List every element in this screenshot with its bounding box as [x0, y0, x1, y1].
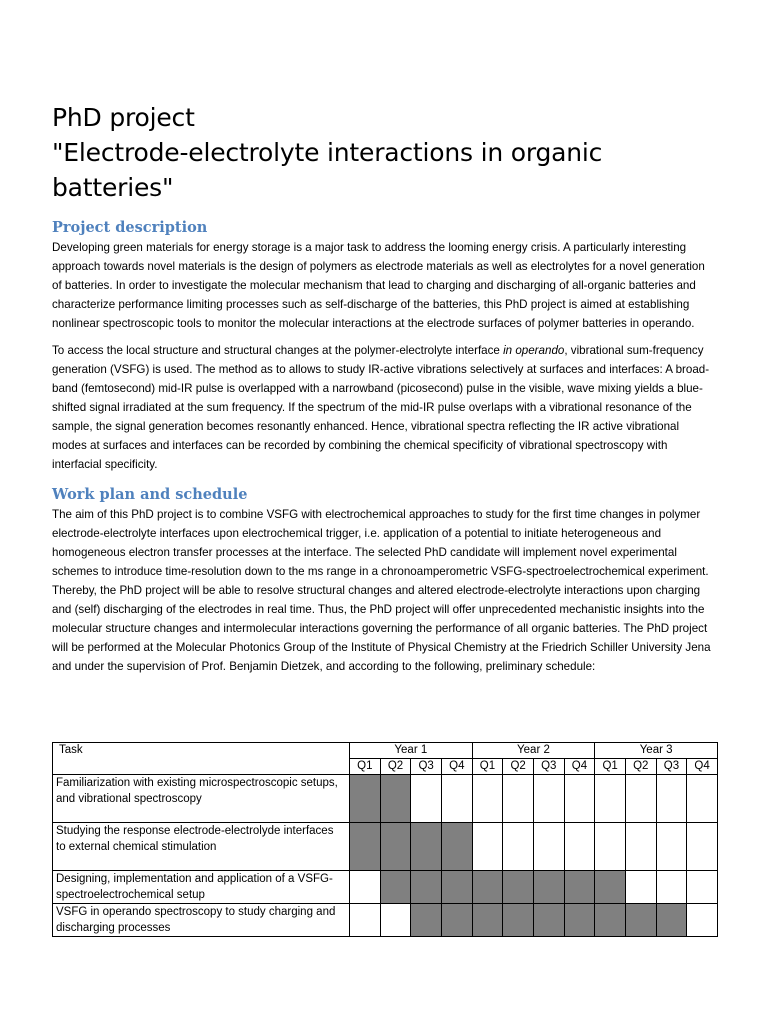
description-italic: in operando: [503, 344, 565, 357]
quarter-header: Q1: [350, 759, 381, 775]
task-header: Task: [53, 743, 350, 775]
section-heading-workplan: Work plan and schedule: [52, 486, 248, 503]
quarter-header: Q2: [503, 759, 534, 775]
schedule-cell-active: [656, 904, 687, 937]
workplan-lead: The aim of this PhD project: [52, 508, 192, 521]
schedule-cell-empty: [595, 823, 626, 871]
task-cell: VSFG in operando spectroscopy to study charging and discharging processes: [53, 904, 350, 937]
schedule-cell-empty: [533, 775, 564, 823]
schedule-cell-active: [503, 871, 534, 904]
schedule-cell-active: [564, 904, 595, 937]
year-header: Year 3: [595, 743, 718, 759]
schedule-cell-empty: [564, 823, 595, 871]
schedule-cell-empty: [656, 823, 687, 871]
schedule-cell-empty: [564, 775, 595, 823]
task-cell: Familiarization with existing microspectroscopic setups, and vibrational spectroscopy: [53, 775, 350, 823]
schedule-cell-active: [595, 904, 626, 937]
schedule-cell-active: [503, 904, 534, 937]
description-text-a: To access the local structure and structural changes at the polymer-electrolyte interface: [52, 344, 504, 357]
quarter-header: Q1: [472, 759, 503, 775]
quarter-header: Q3: [656, 759, 687, 775]
schedule-cell-empty: [380, 904, 411, 937]
schedule-cell-empty: [687, 904, 718, 937]
schedule-cell-empty: [441, 775, 472, 823]
schedule-cell-active: [533, 904, 564, 937]
document-page: [52, 100, 716, 676]
schedule-cell-active: [380, 775, 411, 823]
schedule-cell-empty: [350, 904, 381, 937]
schedule-row: [53, 775, 718, 823]
schedule-cell-empty: [533, 823, 564, 871]
schedule-table: [52, 742, 718, 937]
schedule-cell-empty: [687, 775, 718, 823]
schedule-header-row: [53, 743, 718, 759]
schedule-cell-empty: [503, 823, 534, 871]
schedule-cell-empty: [625, 823, 656, 871]
schedule-cell-active: [350, 823, 381, 871]
description-text-b: , vibrational sum-frequency generation (VSFG) is used. The method as to allows to study IR-active vibrations selectively at surfaces and interfaces: A broad-band (femtosecond) mid-IR pulse is overlapped with a narrowband (picosecond) pulse in the visible, wave mixing yields a blue-shifted signal irradiated at the sum frequency. If the spectrum of the mid-IR pulse overlaps with a vibrational resonance of the sample, the signal generation becomes resonantly enhanced. Hence, vibrational spectra reflecting the IR active vibrational modes at surfaces and interfaces can be recorded by combining the chemical specificity of vibrational spectroscopy with interfacial specificity.: [52, 344, 710, 471]
year-header: Year 2: [472, 743, 595, 759]
schedule-cell-empty: [687, 823, 718, 871]
schedule-cell-empty: [503, 775, 534, 823]
quarter-header: Q2: [625, 759, 656, 775]
schedule-cell-active: [472, 871, 503, 904]
schedule-cell-active: [441, 823, 472, 871]
schedule-cell-active: [564, 871, 595, 904]
description-paragraph-2: [52, 341, 716, 474]
schedule-cell-empty: [687, 871, 718, 904]
page-title: [52, 100, 716, 205]
title-line-1: PhD project: [52, 103, 195, 132]
schedule-cell-empty: [656, 871, 687, 904]
schedule-row: [53, 904, 718, 937]
quarter-header: Q3: [411, 759, 442, 775]
schedule-cell-active: [533, 871, 564, 904]
schedule-cell-active: [380, 871, 411, 904]
quarter-header: Q4: [564, 759, 595, 775]
schedule-cell-empty: [350, 871, 381, 904]
schedule-cell-active: [411, 823, 442, 871]
schedule-cell-active: [350, 775, 381, 823]
description-text: A particularly interesting approach towards novel materials is the design of polymers as electrode materials as well as electrolytes for a novel generation of batteries. In order to investigate the molecular mechanism that lead to charging and discharging of all-organic batteries and characterize performance limiting processes such as self-discharge of the batteries, this PhD project is aimed at establishing nonlinear spectroscopic tools to monitor the molecular interactions at the electrode surfaces of polymer batteries in operando.: [52, 241, 705, 330]
quarter-header: Q2: [380, 759, 411, 775]
quarter-header: Q3: [533, 759, 564, 775]
description-paragraph-1: [52, 238, 716, 333]
workplan-paragraph: [52, 505, 716, 676]
schedule-body: [53, 775, 718, 937]
schedule-cell-empty: [656, 775, 687, 823]
schedule-cell-empty: [625, 871, 656, 904]
task-cell: Studying the response electrode-electrolyde interfaces to external chemical stimulation: [53, 823, 350, 871]
schedule-cell-empty: [411, 775, 442, 823]
quarter-header: Q1: [595, 759, 626, 775]
schedule-cell-active: [380, 823, 411, 871]
schedule-row: [53, 871, 718, 904]
schedule-cell-active: [411, 871, 442, 904]
schedule-row: [53, 823, 718, 871]
schedule-cell-empty: [595, 775, 626, 823]
schedule-cell-active: [441, 871, 472, 904]
schedule-cell-active: [472, 904, 503, 937]
schedule-cell-active: [441, 904, 472, 937]
schedule-cell-active: [411, 904, 442, 937]
schedule-cell-active: [625, 904, 656, 937]
schedule-cell-empty: [472, 823, 503, 871]
task-cell: Designing, implementation and application of a VSFG-spectroelectrochemical setup: [53, 871, 350, 904]
year-header: Year 1: [350, 743, 473, 759]
workplan-text: is to combine VSFG with electrochemical approaches to study for the first time changes in polymer electrode-electrolyte interfaces upon electrochemical trigger, i.e. application of a potential to initiate heterogeneous and homogeneous electron transfer processes at the interface. The selected PhD candidate will implement novel experimental schemes to introduce time-resolution down to the ms range in a chronoamperometric VSFG-spectroelectrochemical experiment. Thereby, the PhD project will be able to resolve structural changes and altered electrode-electrolyte interactions upon charging and (self) discharging of the electrodes in real time. Thus, the PhD project will offer unprecedented mechanistic insights into the molecular structure changes and intermolecular interactions governing the performance of all organic batteries. The PhD project will be performed at the Molecular Photonics Group of the Institute of Physical Chemistry at the Friedrich Schiller University Jena and under the supervision of Prof. Benjamin Dietzek, and according to the following, preliminary schedule:: [52, 508, 711, 673]
section-heading-description: Project description: [52, 219, 208, 236]
title-line-2: "Electrode-electrolyte interactions in organic batteries": [52, 138, 603, 202]
description-lead: Developing green materials for energy storage is a major task to address the looming energy crisis.: [52, 241, 561, 254]
schedule-cell-empty: [472, 775, 503, 823]
schedule-cell-empty: [625, 775, 656, 823]
quarter-header: Q4: [441, 759, 472, 775]
schedule-cell-active: [595, 871, 626, 904]
quarter-header: Q4: [687, 759, 718, 775]
